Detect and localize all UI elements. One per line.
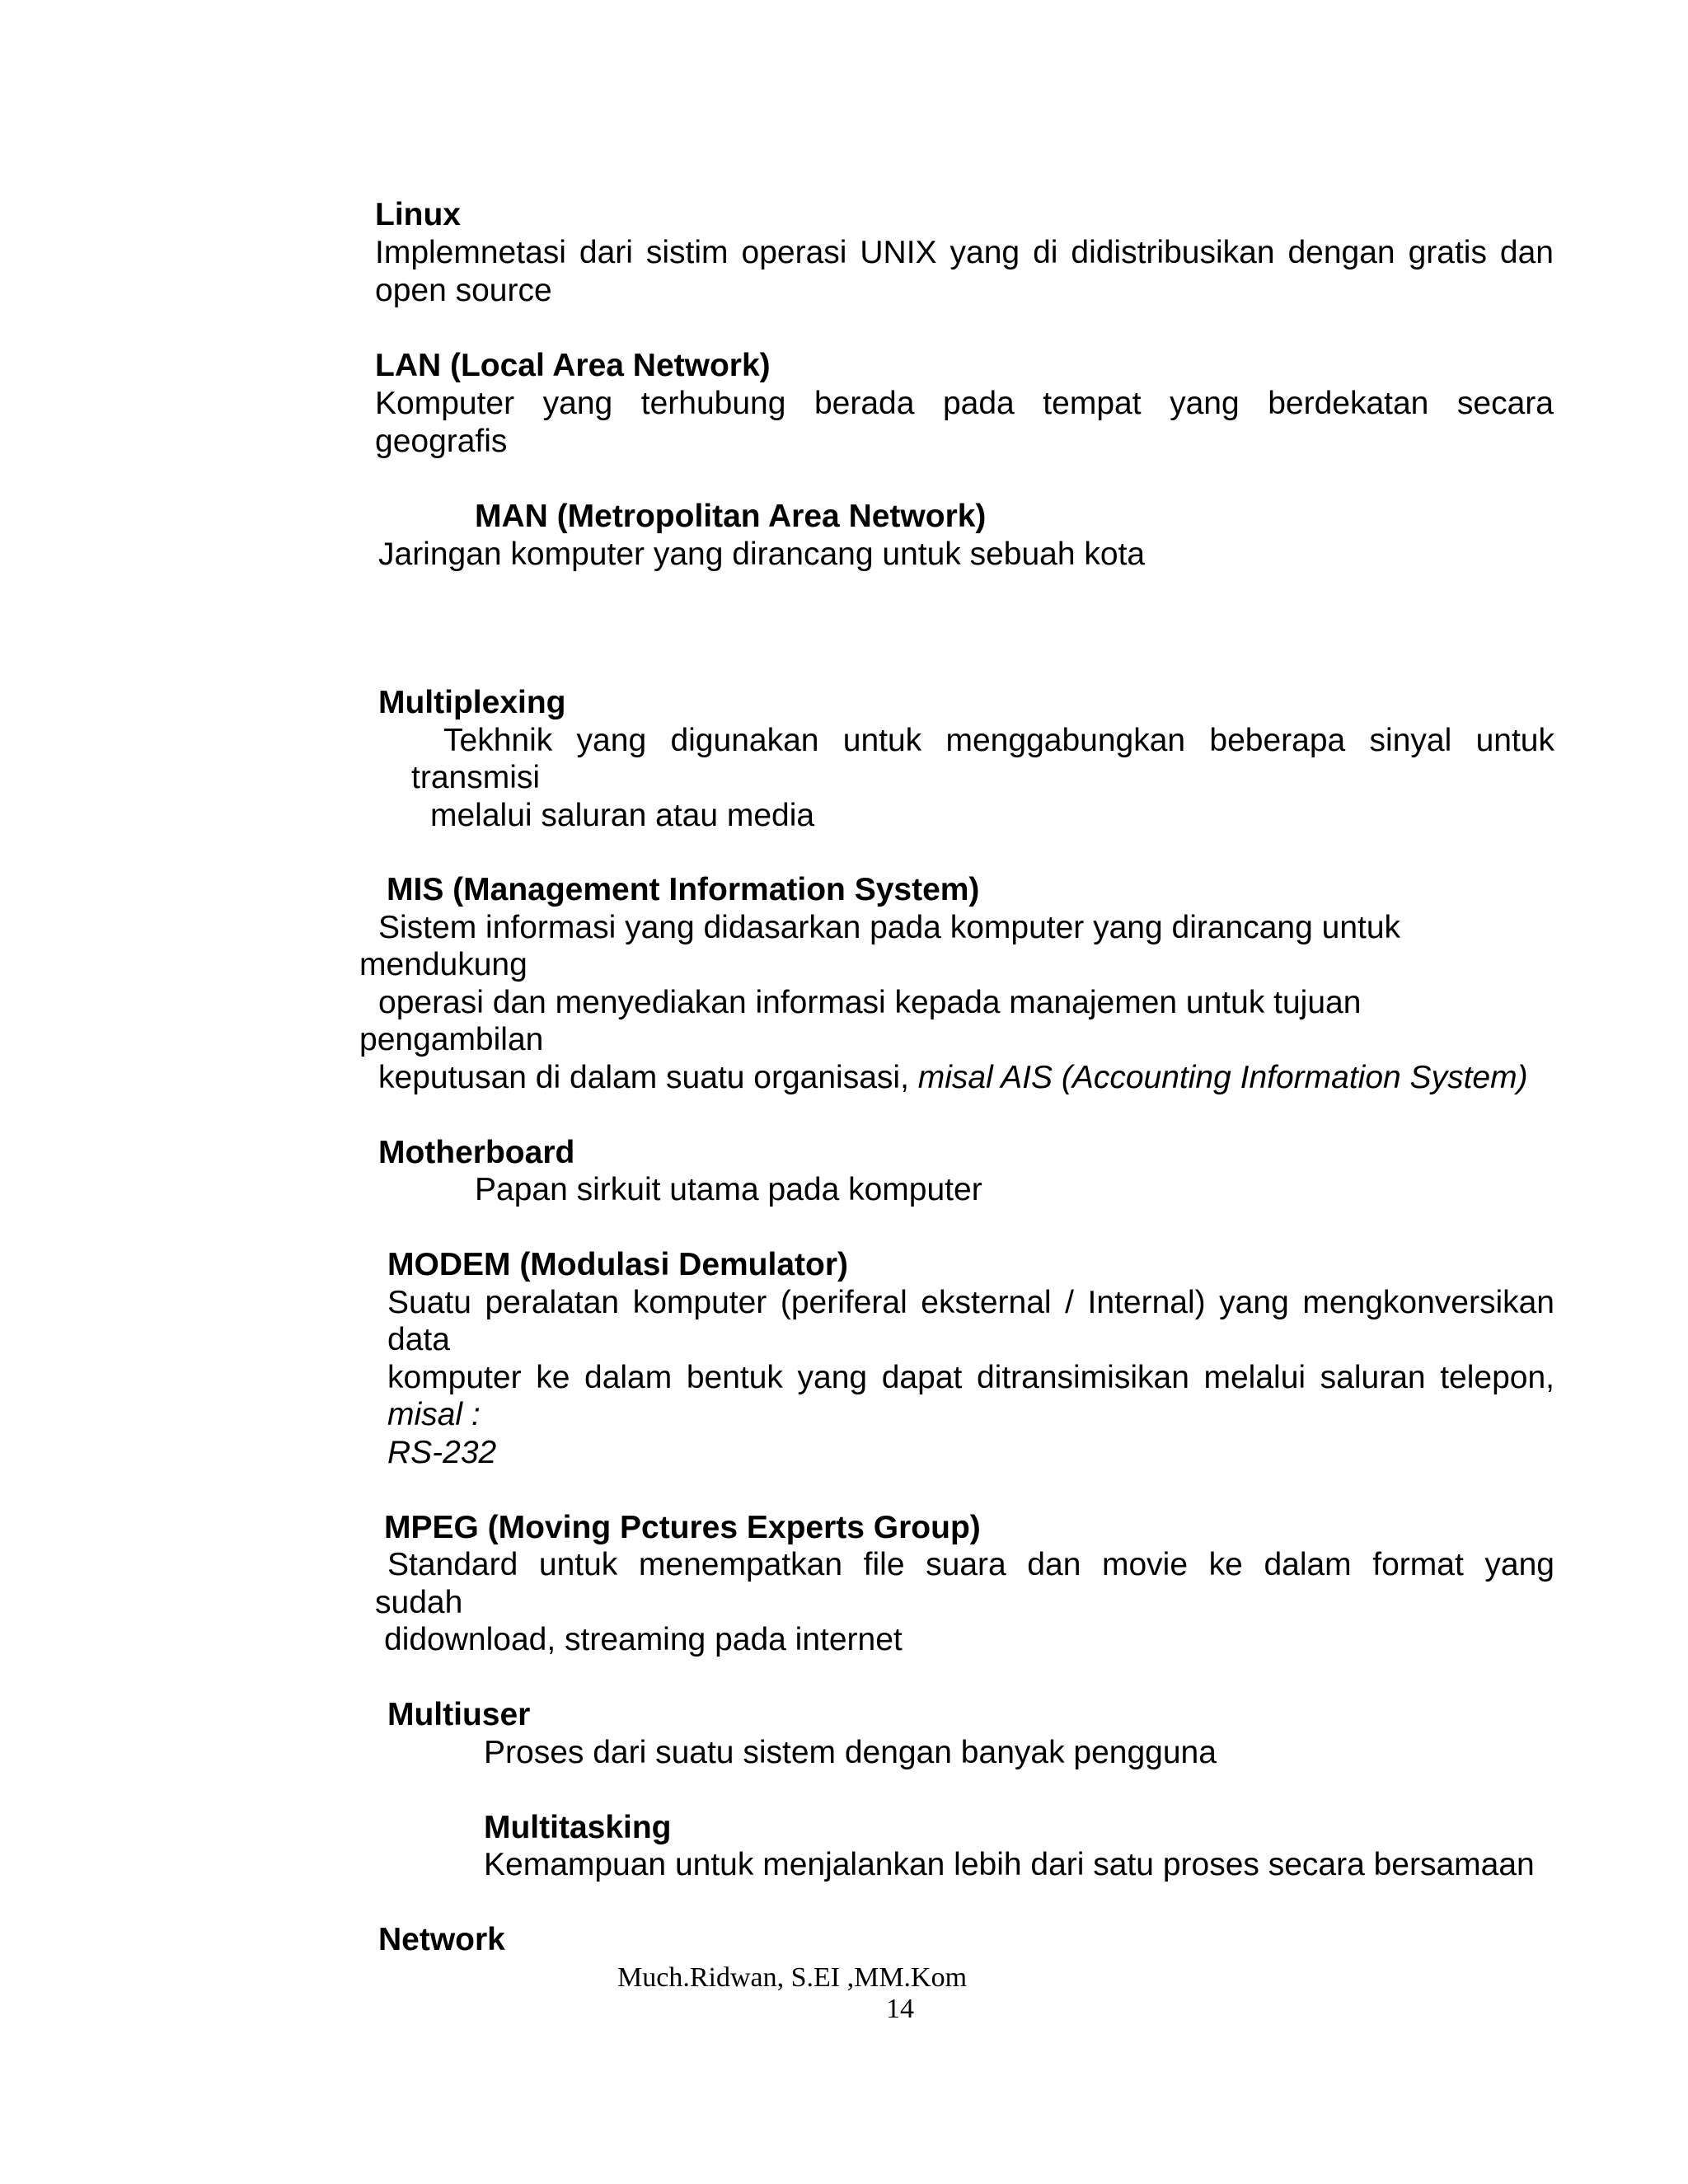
definition-mis-line <box>378 1059 1528 1097</box>
definition-mis-line: pengambilan <box>359 1022 544 1057</box>
term-multitasking: Multitasking <box>484 1810 672 1845</box>
term-lan: LAN (Local Area Network) <box>375 348 771 383</box>
term-mpeg: MPEG (Moving Pctures Experts Group) <box>384 1510 981 1545</box>
definition-multitasking-line: Kemampuan untuk menjalankan lebih dari satu proses secara bersamaan <box>484 1847 1535 1882</box>
definition-modem-line: RS-232 <box>387 1435 497 1470</box>
footer-author: Much.Ridwan, S.EI ,MM.Kom <box>617 1962 968 1993</box>
term-linux: Linux <box>375 197 461 232</box>
definition-mpeg-line: Standard untuk menempatkan file suara dan movie ke dalam format yang <box>387 1547 1554 1582</box>
definition-lan-line: Komputer yang terhubung berada pada tempat yang berdekatan secara <box>375 386 1554 421</box>
definition-multiuser-line: Proses dari suatu sistem dengan banyak pengguna <box>484 1735 1217 1770</box>
term-network: Network <box>378 1922 505 1957</box>
definition-mis-line: Sistem informasi yang didasarkan pada komputer yang dirancang untuk <box>378 910 1401 945</box>
definition-multiplexing-line: melalui saluran atau media <box>430 798 815 833</box>
term-mis: MIS (Management Information System) <box>387 872 980 907</box>
definition-modem-line: misal : <box>387 1397 481 1432</box>
definition-man-line: Jaringan komputer yang dirancang untuk sebuah kota <box>378 537 1146 572</box>
definition-modem-line: komputer ke dalam bentuk yang dapat ditransimisikan melalui saluran telepon, <box>387 1360 1554 1395</box>
definition-linux-line: open source <box>375 273 552 308</box>
term-motherboard: Motherboard <box>378 1135 575 1170</box>
definition-motherboard-line: Papan sirkuit utama pada komputer <box>475 1172 982 1207</box>
term-modem: MODEM (Modulasi Demulator) <box>387 1247 849 1282</box>
definition-linux-line: Implemnetasi dari sistim operasi UNIX yang di didistribusikan dengan gratis dan <box>375 235 1554 270</box>
definition-mis-line: mendukung <box>359 947 528 982</box>
term-multiplexing: Multiplexing <box>378 685 566 720</box>
definition-multiplexing-line: Tekhnik yang digunakan untuk menggabungkan beberapa sinyal untuk <box>443 723 1554 758</box>
definition-multiplexing-line: transmisi <box>411 760 541 795</box>
definition-mis-line: operasi dan menyediakan informasi kepada manajemen untuk tujuan <box>378 985 1362 1020</box>
definition-modem-line: Suatu peralatan komputer (periferal eksternal / Internal) yang mengkonversikan <box>387 1285 1554 1320</box>
page-number: 14 <box>886 1994 914 2024</box>
definition-modem-line: data <box>387 1322 450 1357</box>
mis-text-regular: keputusan di dalam suatu organisasi, <box>378 1060 918 1095</box>
definition-mpeg-line: sudah <box>375 1585 463 1620</box>
definition-lan-line: geografis <box>375 424 508 459</box>
mis-text-italic: misal AIS (Accounting Information System) <box>917 1060 1528 1095</box>
term-man: MAN (Metropolitan Area Network) <box>475 499 987 534</box>
definition-mpeg-line: didownload, streaming pada internet <box>384 1622 903 1657</box>
term-multiuser: Multiuser <box>387 1697 531 1732</box>
